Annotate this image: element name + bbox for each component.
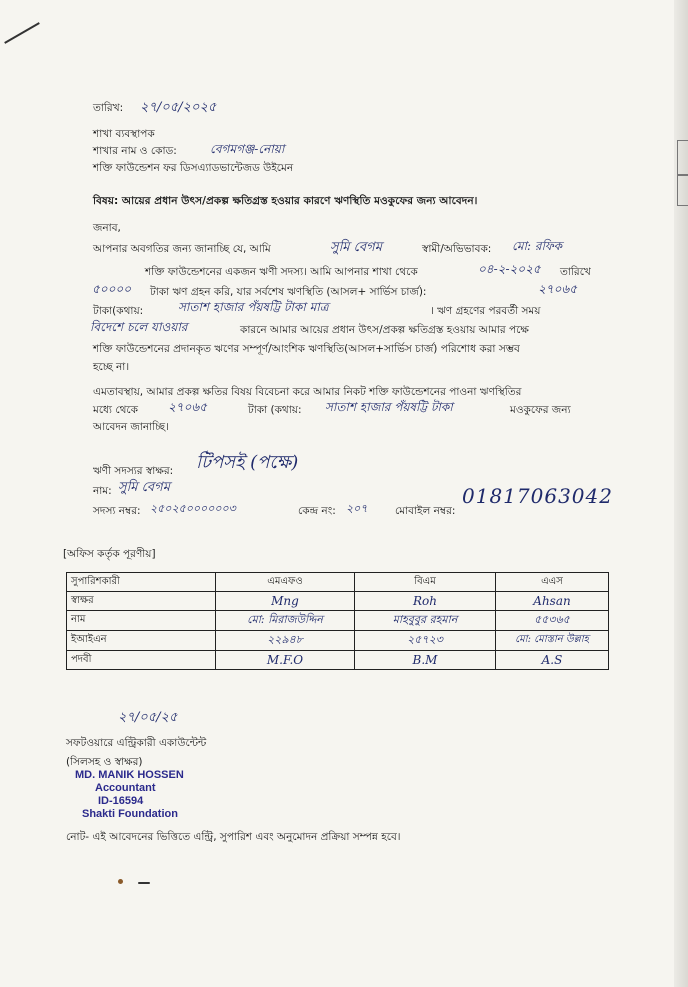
accountant-date-hand: ২৭/০৫/২৫ (118, 710, 178, 725)
pen-mark (4, 22, 40, 44)
date-label: তারিখ: (93, 102, 124, 114)
loan-amount-hand: ৫০০০০ (92, 282, 131, 296)
reason-hand: বিদেশে চলে যাওয়ার (90, 320, 188, 334)
table-row (67, 611, 609, 631)
table-cell: Ahsan (496, 592, 609, 611)
branch-label: শাখার নাম ও কোড: (93, 145, 177, 157)
loan-balance-hand: ২৭০৬৫ (538, 282, 577, 296)
salutation: জনাব, (93, 222, 121, 234)
para2-line2c: মওকুফের জন্য (510, 404, 571, 416)
waive-amount-hand: ২৭০৬৫ (168, 400, 207, 414)
ink-blot (118, 879, 123, 884)
balance-words-hand: সাতাশ হাজার পঁয়ষট্টি টাকা মাত্র (178, 300, 329, 314)
underlying-page-box (677, 174, 688, 206)
member-signature-hand: টিপসই (পক্ষে) (196, 452, 299, 473)
organization-name: শক্তি ফাউন্ডেশন ফর ডিসএ্যাডভান্টেজড উইমেন (93, 162, 294, 174)
header-cell: বিএম (355, 573, 496, 592)
table-cell: M.F.O (216, 651, 355, 670)
row-label: স্বাক্ষর (67, 592, 216, 611)
guardian-name-hand: মো: রফিক (512, 239, 563, 253)
ink-mark (138, 882, 150, 884)
waive-words-hand: সাতাশ হাজার পঁয়ষট্টি টাকা (325, 400, 453, 414)
date-value: ২৭/০৫/২০২৫ (140, 100, 217, 115)
accountant-subtitle: (সিলসহ ও স্বাক্ষর) (66, 756, 143, 768)
stamp-org: Shakti Foundation (82, 808, 178, 820)
loan-date-hand: ০৪-২-২০২৫ (478, 262, 541, 276)
para2-line2b: টাকা (কথায়: (248, 404, 302, 416)
accountant-title: সফটওয়ারে এন্ট্রিকারী একাউন্টেন্ট (66, 737, 207, 749)
table-cell: মো: মিরাজউদ্দিন (216, 611, 355, 631)
mobile-hand: 01817063042 (462, 484, 613, 508)
recommendation-table (66, 572, 609, 670)
header-cell: সুপারিশকারী (67, 573, 216, 592)
stamp-id: ID-16594 (98, 795, 144, 807)
row-label: নাম (67, 611, 216, 631)
office-section-title: [অফিস কর্তৃক পূরণীয়] (63, 548, 156, 560)
table-cell: Roh (355, 592, 496, 611)
note: নোট- এই আবেদনের ভিত্তিতে এন্ট্রি, সুপারিশ এবং অনুমোদন প্রক্রিয়া সম্পন্ন হবে। (66, 831, 401, 843)
para1-line7: হচ্ছে না। (93, 361, 130, 373)
table-cell: B.M (355, 651, 496, 670)
para1-line6: শক্তি ফাউন্ডেশনের প্রদানকৃত ঋণের সম্পূর্ণ/আংশিক ঋণস্থিতি(আসল+সার্ভিস চার্জ) পরিশোধ করা সম্ভব (93, 343, 520, 355)
para1-line2a: শক্তি ফাউন্ডেশনের একজন ঋণী সদস্য। আমি আপনার শাখা থেকে (145, 266, 418, 278)
para2-line3: আবেদন জানাচ্ছি। (93, 421, 169, 433)
underlying-page-box (677, 140, 688, 176)
row-label: ইআইএন (67, 631, 216, 651)
table-cell: ২২৯৪৮ (216, 631, 355, 651)
member-no-hand: ২৫০২৫০০০০০০৩ (150, 502, 236, 515)
center-hand: ২০৭ (346, 502, 368, 515)
table-cell: মো: মোস্তান উল্লাহ (496, 631, 609, 651)
table-cell: ৫৫৩৬৫ (496, 611, 609, 631)
para2-line2a: মধ্যে থেকে (93, 404, 138, 416)
mobile-label: মোবাইল নম্বর: (395, 505, 456, 517)
stamp-role: Accountant (95, 782, 156, 794)
table-cell: A.S (496, 651, 609, 670)
para2-line1: এমতাবস্থায়, আমার প্রকল্প ক্ষতির বিষয় বিবেচনা করে আমার নিকট শক্তি ফাউন্ডেশনের পাওনা ঋণস্থিতির (93, 386, 522, 398)
member-name-hand: সুমি বেগম (118, 480, 170, 495)
para1-line1b: স্বামী/অভিভাবক: (422, 243, 492, 255)
para1-line5a: কারনে আমার আয়ের প্রধান উৎস/প্রকল্প ক্ষতিগ্রস্ত হওয়ায় আমার পক্ষে (240, 324, 529, 336)
table-row (67, 631, 609, 651)
stamp-name: MD. MANIK HOSSEN (75, 769, 184, 781)
table-row (67, 651, 609, 670)
center-label: কেন্দ্র নং: (298, 505, 336, 517)
branch-value: বেগমগঞ্জ-নোয়া (210, 142, 285, 156)
para1-line1a: আপনার অবগতির জন্য জানাচ্ছি যে, আমি (93, 243, 271, 255)
para1-line2b: তারিখে (560, 266, 591, 278)
table-row (67, 592, 609, 611)
row-label: পদবী (67, 651, 216, 670)
table-cell: Mng (216, 592, 355, 611)
para1-line4a: টাকা(কথায়: (93, 305, 144, 317)
member-signature-label: ঋণী সদস্যর স্বাক্ষর: (93, 465, 174, 477)
member-no-label: সদস্য নম্বর: (93, 505, 141, 517)
table-cell: ২৫৭২৩ (355, 631, 496, 651)
header-cell: এমএফও (216, 573, 355, 592)
member-name-label: নাম: (93, 485, 112, 497)
addressee-title: শাখা ব্যবস্থাপক (93, 128, 155, 140)
para1-line4b: । ঋণ গ্রহণের পরবর্তী সময় (430, 305, 541, 317)
applicant-name-hand: সুমি বেগম (330, 240, 382, 255)
table-cell: মাহবুবুর রহমান (355, 611, 496, 631)
header-cell: এএস (496, 573, 609, 592)
para1-line3a: টাকা ঋণ গ্রহন করি, যার সর্বশেষ ঋণস্থিতি (আসল+ সার্ভিস চার্জ): (150, 286, 427, 298)
subject-line: বিষয়: আয়ের প্রধান উৎস/প্রকল্প ক্ষতিগ্রস্ত হওয়ার কারণে ঋণস্থিতি মওকুফের জন্য আবেদন। (93, 195, 478, 207)
table-header-row (67, 573, 609, 592)
